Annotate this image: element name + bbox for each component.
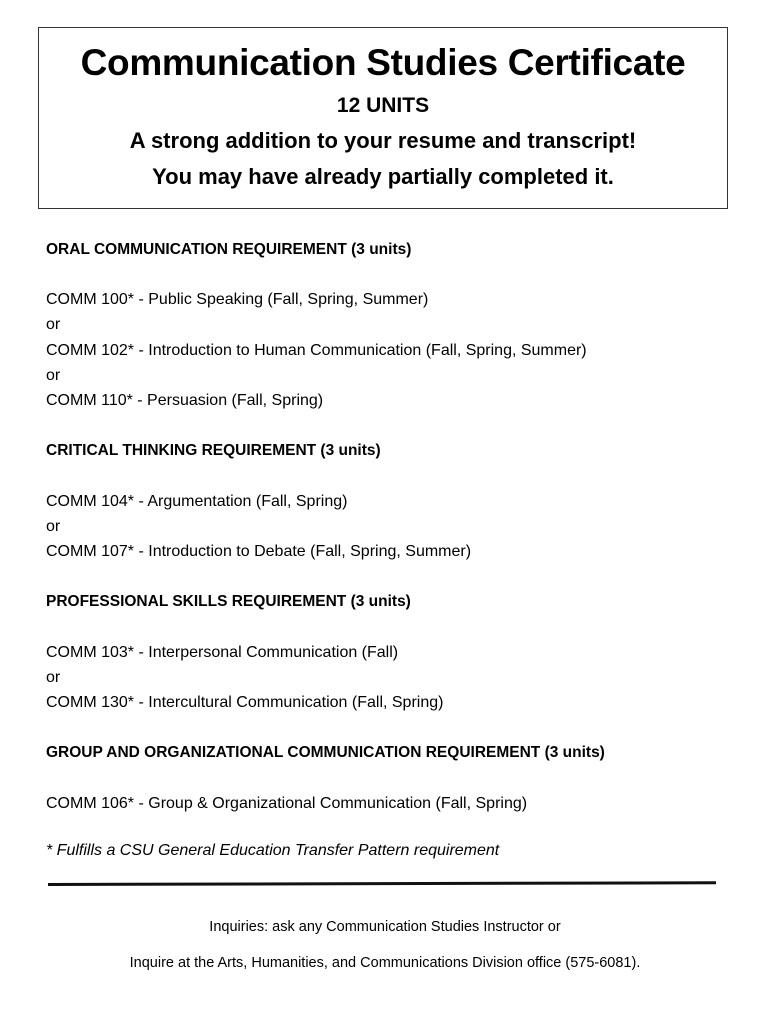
or-label: or [46, 366, 61, 384]
ge-footnote: * Fulfills a CSU General Education Transfer Pattern requirement [46, 842, 500, 859]
or-label: or [46, 316, 61, 334]
requirements-list [46, 237, 746, 816]
section-title-oral: ORAL COMMUNICATION REQUIREMENT (3 units) [46, 241, 412, 258]
course-comm-104: COMM 104* - Argumentation (Fall, Spring) [46, 492, 348, 510]
course-comm-102: COMM 102* - Introduction to Human Communication (Fall, Spring, Summer) [46, 341, 587, 359]
tagline: A strong addition to your resume and transcript! [129, 128, 637, 153]
inquiry-line-1: Inquiries: ask any Communication Studies Instructor or [209, 919, 561, 935]
section-title-professional-skills: PROFESSIONAL SKILLS REQUIREMENT (3 units) [46, 593, 411, 611]
page-title: Communication Studies Certificate [80, 42, 686, 83]
course-comm-110: COMM 110* - Persuasion (Fall, Spring) [46, 392, 324, 409]
course-comm-100: COMM 100* - Public Speaking (Fall, Spring, Summer) [46, 291, 429, 309]
course-comm-106: COMM 106* - Group & Organizational Communication (Fall, Spring) [46, 794, 528, 812]
or-label: or [46, 517, 61, 535]
completion-note: You may have already partially completed it. [152, 164, 614, 189]
inquiry-line-2: Inquire at the Arts, Humanities, and Communications Division office (575-6081). [129, 955, 641, 971]
course-comm-107: COMM 107* - Introduction to Debate (Fall, Spring, Summer) [46, 542, 472, 560]
course-comm-103: COMM 103* - Interpersonal Communication (Fall) [46, 643, 399, 661]
divider-rule [48, 881, 716, 886]
certificate-header-box [38, 27, 728, 209]
section-title-critical-thinking: CRITICAL THINKING REQUIREMENT (3 units) [46, 442, 381, 460]
or-label: or [46, 668, 61, 686]
units-label: 12 UNITS [336, 94, 430, 117]
course-comm-130: COMM 130* - Intercultural Communication (Fall, Spring) [46, 693, 444, 711]
section-title-group-organizational: GROUP AND ORGANIZATIONAL COMMUNICATION REQUIREMENT (3 units) [46, 744, 605, 762]
